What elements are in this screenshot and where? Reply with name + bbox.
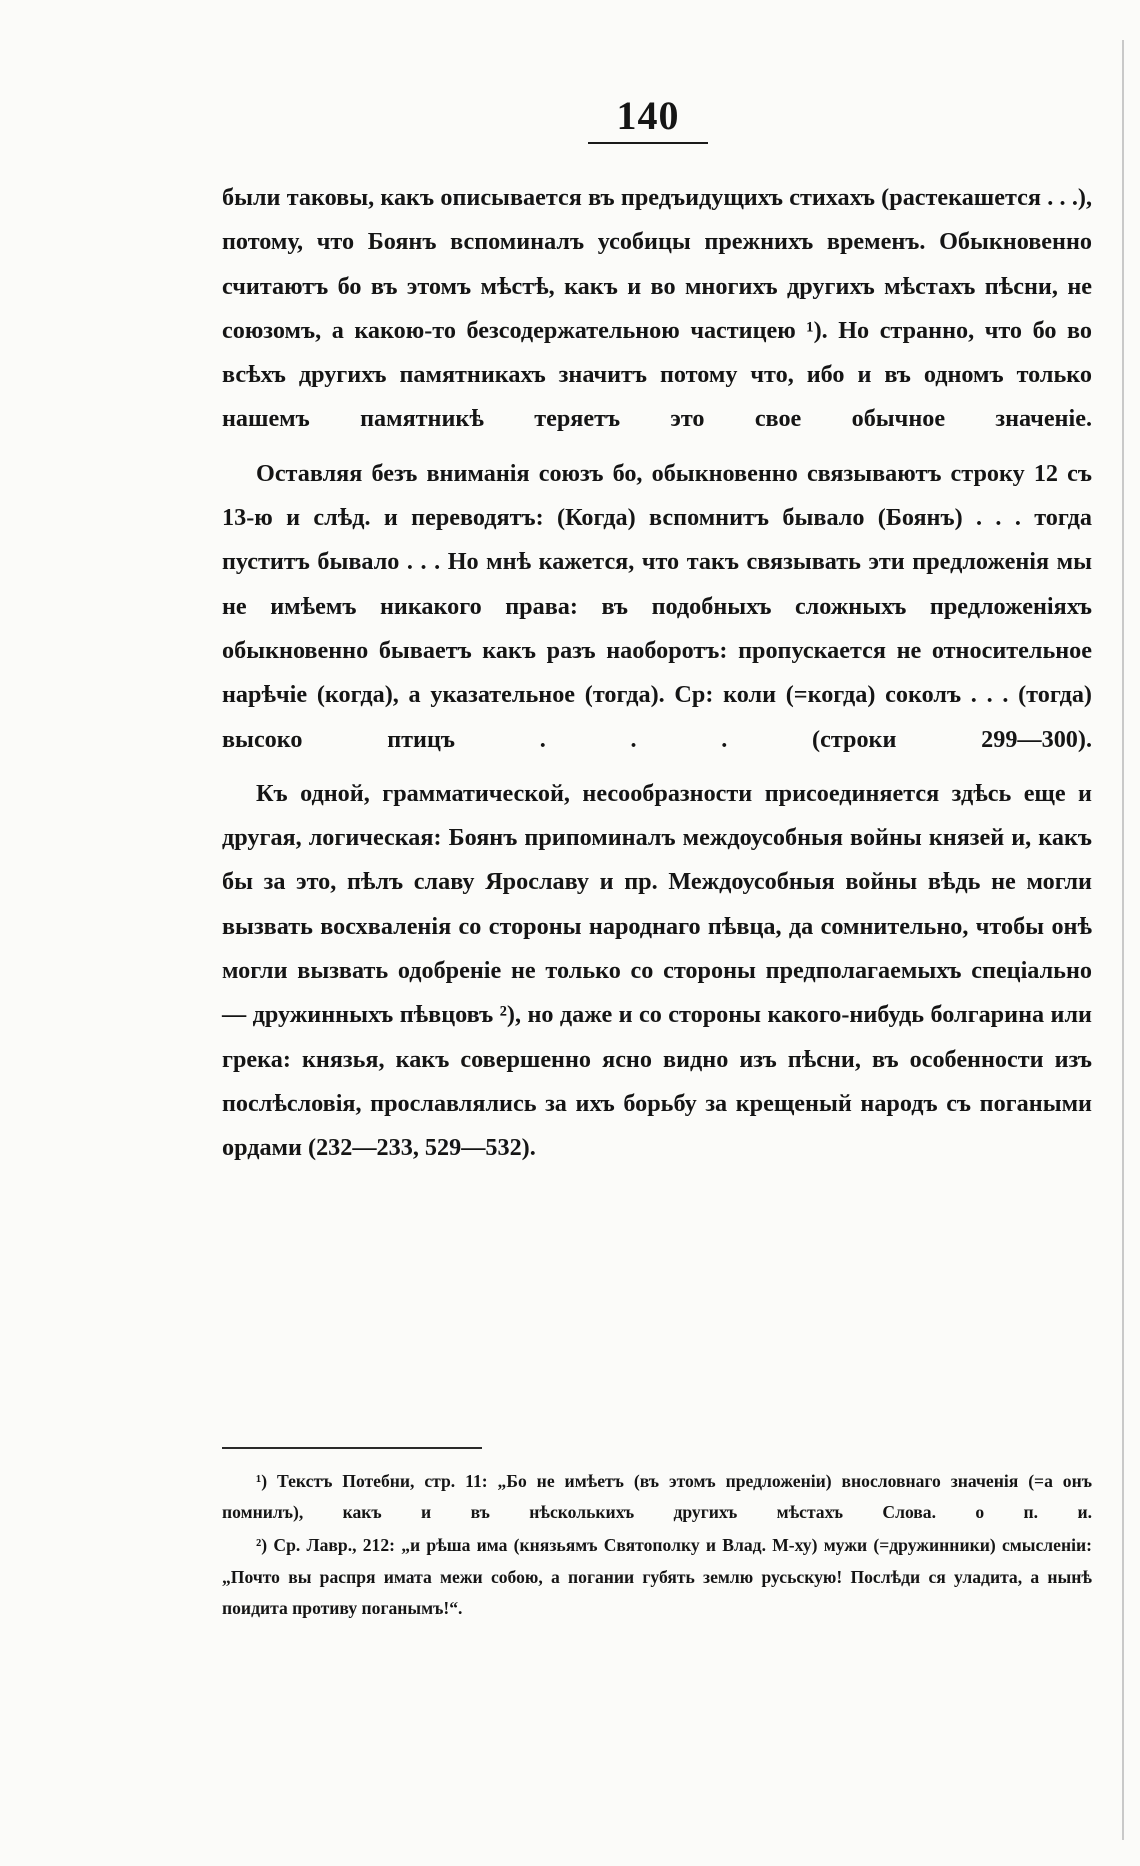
footnote-1: ¹) Текстъ Потебни, стр. 11: „Бо не имѣетъ (въ этомъ предложеніи) внословнаго значенія (=а онъ помнилъ), какъ и въ нѣсколькихъ другихъ мѣстахъ Слова. о п. и.: [222, 1471, 1092, 1523]
paragraph-3: Къ одной, грамматической, несообразности присоединяется здѣсь еще и другая, логическая: Боянъ припоминалъ междоусобныя войны князей и, какъ бы за это, пѣлъ славу Ярославу и пр. Междоусобныя войны вѣдь не могли вызвать восхваленія со стороны народнаго пѣвца, да сомнительно, чтобы онѣ могли вызвать одобреніе не только со стороны предполагаемыхъ спеціально — дружинныхъ пѣвцовъ ²), но даже и со стороны какого-нибудь болгарина или грека: князья, какъ совершенно ясно видно изъ пѣсни, въ особенности изъ послѣсловія, прославлялись за ихъ борьбу за крещеный народъ съ погаными ордами (232—233, 529—532).: [222, 779, 1092, 1162]
footnote-2: ²) Ср. Лавр., 212: „и рѣша има (князьямъ Святополку и Влад. М-ху) мужи (=дружинники) смысленіи: „Почто вы распря имата межи собою, а погании губять землю русьскую! Послѣди ся уладита, а нынѣ поидита противу поганымъ!“.: [222, 1535, 1092, 1618]
page-number: 140: [616, 93, 680, 138]
page-number-rule: [588, 142, 708, 144]
footnote-divider: [222, 1447, 482, 1449]
paragraph-1: были таковы, какъ описывается въ предъидущихъ стихахъ (растекашется . . .), потому, что Боянъ вспоминалъ усобицы прежнихъ временъ. Обыкновенно считаютъ бо въ этомъ мѣстѣ, какъ и во многихъ другихъ мѣстахъ пѣсни, не союзомъ, а какою-то безсодержательною частицею ¹). Но странно, что бо во всѣхъ другихъ памятникахъ значитъ потому что, ибо и въ одномъ только нашемъ памятникѣ теряетъ это свое обычное значеніе.: [222, 184, 1092, 433]
paragraph-2: Оставляя безъ вниманія союзъ бо, обыкновенно связываютъ строку 12 съ 13-ю и слѣд. и переводятъ: (Когда) вспомнитъ бывало (Боянъ) . . . тогда пуститъ бывало . . . Но мнѣ кажется, что такъ связывать эти предложенія мы не имѣемъ никакого права: въ подобныхъ сложныхъ предложеніяхъ обыкновенно бываетъ какъ разъ наоборотъ: пропускается не относительное нарѣчіе (когда), а указательное (тогда). Ср: коли (=когда) соколъ . . . (тогда) высоко птицъ . . . (строки 299—300).: [222, 459, 1092, 753]
main-text: [222, 176, 1092, 1171]
footnotes: [222, 1466, 1092, 1624]
page-edge-line: [1122, 40, 1124, 1840]
